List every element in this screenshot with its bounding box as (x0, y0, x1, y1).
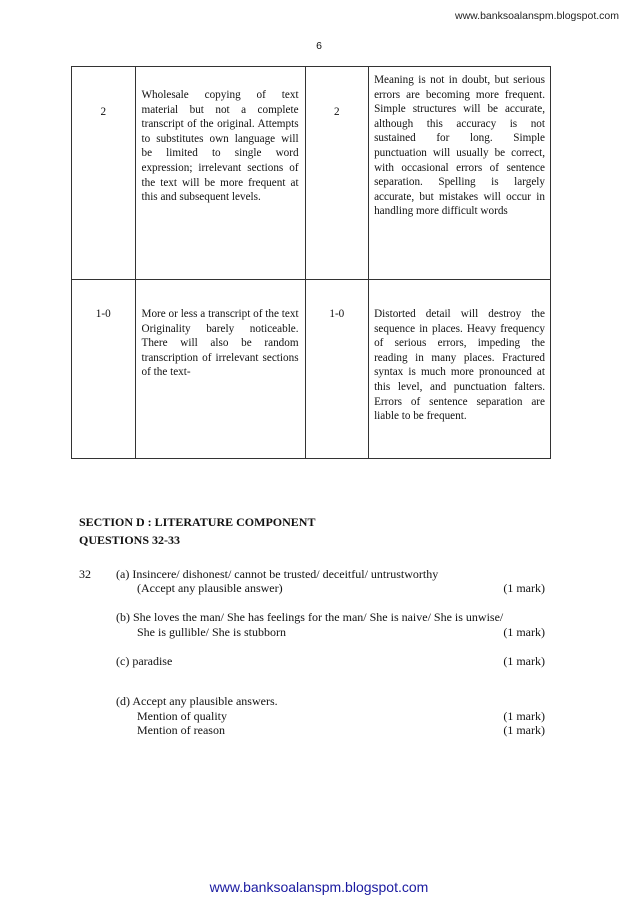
answer-d-reason: Mention of reason (137, 723, 225, 737)
section-title: SECTION D : LITERATURE COMPONENT (79, 515, 316, 529)
content-descriptor-cell: More or less a transcript of the text Originality barely noticeable. There will also be random transcription of irrelevant sections of the text- (135, 280, 305, 459)
mark-d-reason: (1 mark) (503, 723, 545, 737)
content-descriptor-cell: Wholesale copying of text material but not a complete transcript of the original. Attempts to substitutes own language will be limited to single word expression; irrelevant sections of the text will be more frequent at this and subsequent levels. (135, 67, 305, 280)
table-row (72, 280, 551, 459)
score-cell: 2 (305, 67, 369, 280)
language-descriptor-cell: Distorted detail will destroy the sequence in places. Heavy frequency of serious errors, impeding the reading in many places. Fractured syntax is much more pronounced at this level, and punctuation falters. Errors of sentence separation are liable to be frequent. (369, 280, 551, 459)
header-url[interactable]: www.banksoalanspm.blogspot.com (454, 10, 619, 22)
mark-b: (1 mark) (503, 625, 545, 639)
answer-b-line-2: She is gullible/ She is stubborn (137, 625, 287, 639)
answer-a-note: (Accept any plausible answer) (137, 581, 283, 595)
answer-d-line: (d) Accept any plausible answers. (116, 694, 278, 708)
mark-c: (1 mark) (503, 654, 545, 668)
mark-a: (1 mark) (503, 581, 545, 595)
answer-a-line: (a) Insincere/ dishonest/ cannot be trusted/ deceitful/ untrustworthy (116, 567, 439, 581)
question-number: 32 (79, 567, 91, 581)
score-cell: 2 (72, 67, 136, 280)
table-row (72, 67, 551, 280)
score-cell: 1-0 (305, 280, 369, 459)
answer-d-quality: Mention of quality (137, 709, 227, 723)
answer-b-line: (b) She loves the man/ She has feelings for the man/ She is naive/ She is unwise/ (116, 610, 504, 624)
score-cell: 1-0 (72, 280, 136, 459)
answer-c-line: (c) paradise (116, 654, 173, 668)
footer-url[interactable]: www.banksoalanspm.blogspot.com (209, 879, 429, 895)
mark-d-quality: (1 mark) (503, 709, 545, 723)
language-descriptor-cell: Meaning is not in doubt, but serious errors are becoming more frequent. Simple structures will be accurate, although this accuracy is not sustained for long. Simple punctuation will usually be correct, with occasional errors of sentence separation. Spelling is largely accurate, but mistakes will occur in handling more difficult words (369, 67, 551, 280)
questions-heading: QUESTIONS 32-33 (79, 533, 181, 547)
marking-scheme-table (71, 66, 551, 459)
page-number: 6 (316, 40, 322, 52)
